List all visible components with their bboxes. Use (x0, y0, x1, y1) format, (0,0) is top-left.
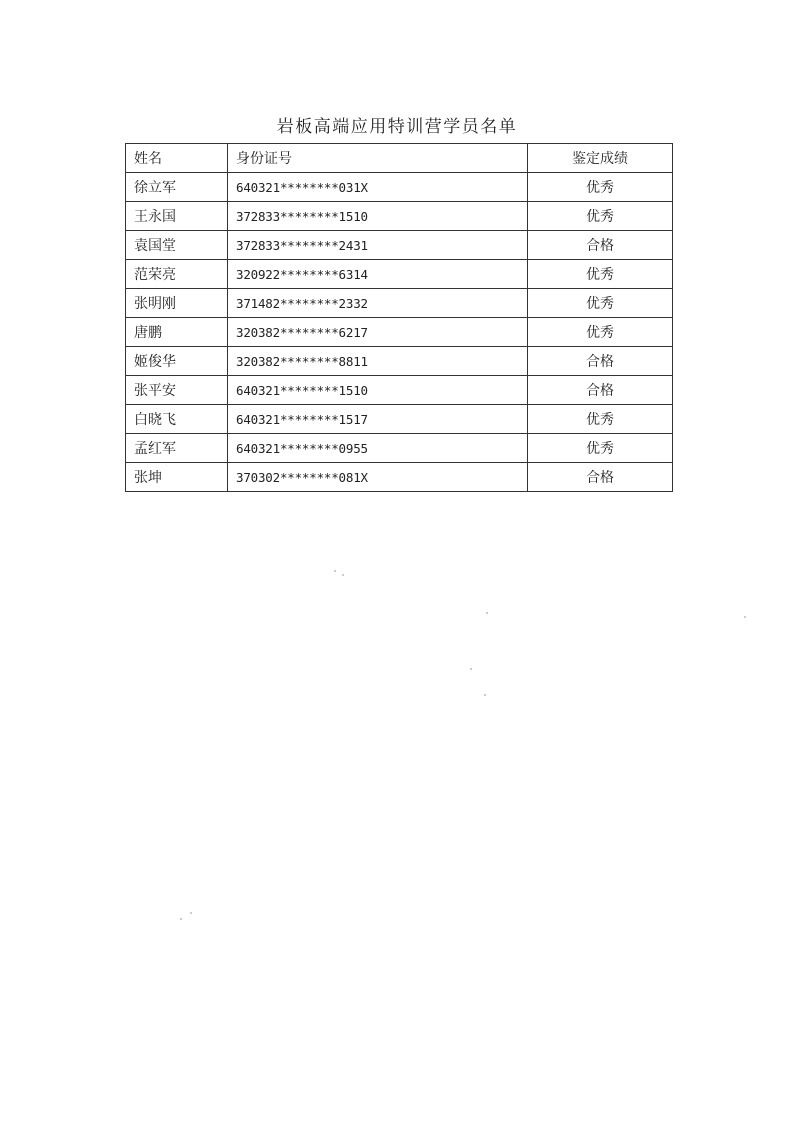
cell-name: 徐立军 (126, 173, 228, 202)
scan-speck (342, 574, 344, 576)
scan-speck (334, 570, 336, 572)
scan-speck (180, 918, 182, 920)
cell-id-number: 320382********6217 (228, 318, 528, 347)
cell-grade: 优秀 (528, 405, 673, 434)
cell-id-number: 370302********081X (228, 463, 528, 492)
scan-speck (484, 694, 486, 696)
trainee-roster-table (125, 143, 673, 492)
cell-id-number: 640321********0955 (228, 434, 528, 463)
table-row (126, 318, 673, 347)
table-row (126, 260, 673, 289)
cell-grade: 合格 (528, 347, 673, 376)
cell-name: 袁国堂 (126, 231, 228, 260)
cell-name: 张坤 (126, 463, 228, 492)
cell-grade: 合格 (528, 231, 673, 260)
header-id-number: 身份证号 (228, 144, 528, 173)
cell-id-number: 640321********1517 (228, 405, 528, 434)
table-header-row (126, 144, 673, 173)
table-row (126, 173, 673, 202)
cell-id-number: 640321********1510 (228, 376, 528, 405)
cell-grade: 合格 (528, 463, 673, 492)
table-row (126, 376, 673, 405)
header-grade: 鉴定成绩 (528, 144, 673, 173)
cell-name: 范荣亮 (126, 260, 228, 289)
table-row (126, 289, 673, 318)
cell-name: 白晓飞 (126, 405, 228, 434)
cell-id-number: 640321********031X (228, 173, 528, 202)
cell-grade: 优秀 (528, 289, 673, 318)
cell-grade: 优秀 (528, 173, 673, 202)
cell-id-number: 371482********2332 (228, 289, 528, 318)
cell-name: 姬俊华 (126, 347, 228, 376)
cell-grade: 优秀 (528, 318, 673, 347)
cell-grade: 优秀 (528, 260, 673, 289)
header-name: 姓名 (126, 144, 228, 173)
table-row (126, 231, 673, 260)
cell-id-number: 320922********6314 (228, 260, 528, 289)
table-row (126, 202, 673, 231)
document-title: 岩板高端应用特训营学员名单 (276, 117, 518, 137)
cell-id-number: 320382********8811 (228, 347, 528, 376)
cell-id-number: 372833********1510 (228, 202, 528, 231)
cell-name: 张平安 (126, 376, 228, 405)
cell-grade: 优秀 (528, 202, 673, 231)
table-row (126, 463, 673, 492)
scan-speck (470, 668, 472, 670)
scan-speck (190, 912, 192, 914)
scan-speck (486, 612, 488, 614)
cell-name: 唐鹏 (126, 318, 228, 347)
cell-grade: 优秀 (528, 434, 673, 463)
cell-name: 孟红军 (126, 434, 228, 463)
table-row (126, 434, 673, 463)
scan-speck (744, 616, 746, 618)
table-row (126, 347, 673, 376)
cell-grade: 合格 (528, 376, 673, 405)
cell-name: 张明刚 (126, 289, 228, 318)
table-row (126, 405, 673, 434)
cell-name: 王永国 (126, 202, 228, 231)
cell-id-number: 372833********2431 (228, 231, 528, 260)
